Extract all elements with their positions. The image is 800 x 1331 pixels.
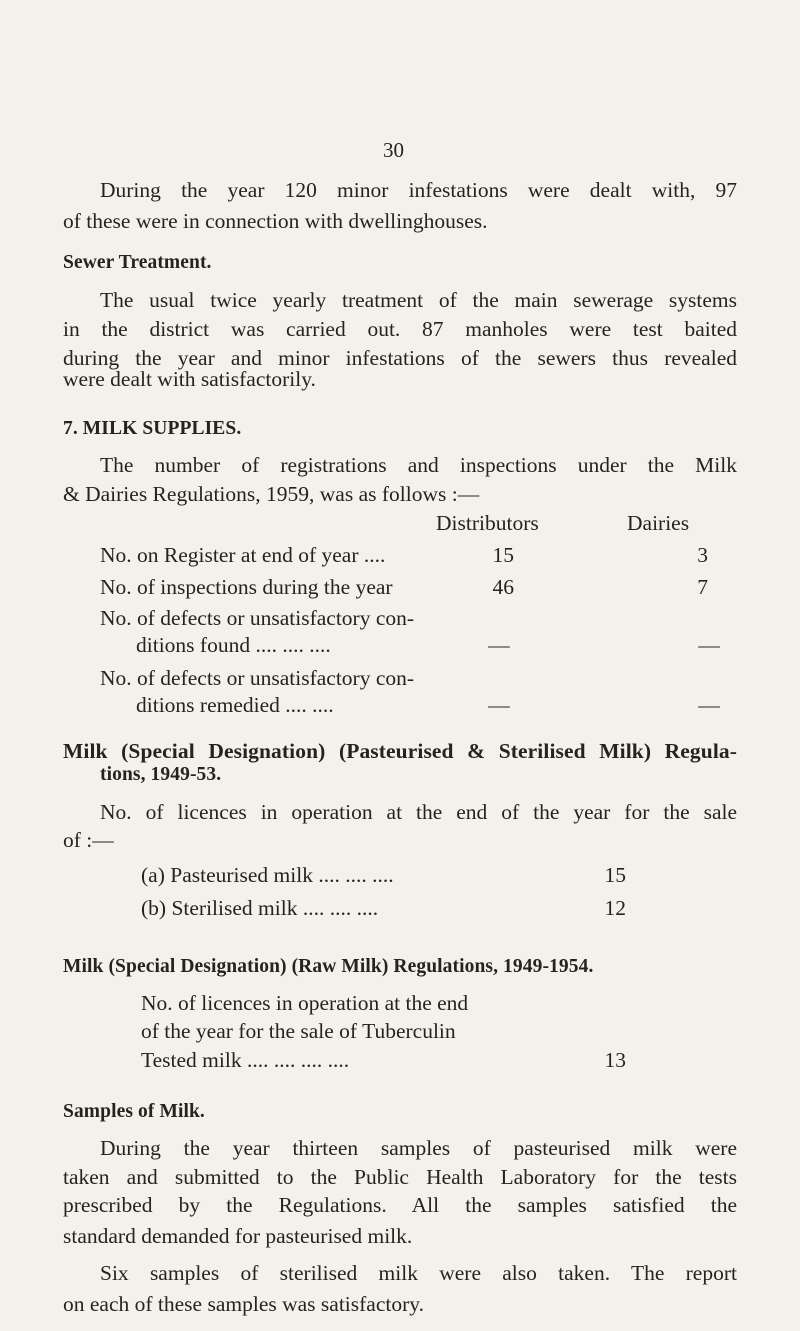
- licence-item-label: (b) Sterilised milk .... .... ....: [141, 896, 379, 920]
- table-cell-dairies: —: [698, 693, 720, 717]
- table-cell-distributors: —: [488, 633, 510, 657]
- table-cell-dairies: 7: [697, 575, 708, 599]
- pasteurised-intro-line: of :—: [63, 828, 114, 852]
- milk-supplies-heading: 7. MILK SUPPLIES.: [63, 418, 242, 439]
- raw-milk-heading: Milk (Special Designation) (Raw Milk) Regulations, 1949-1954.: [63, 956, 594, 977]
- samples-paragraph-line: prescribed by the Regulations. All the samples satisfied the: [63, 1193, 737, 1217]
- sewer-paragraph-line: during the year and minor infestations of the sewers thus revealed: [63, 346, 737, 370]
- raw-milk-line: No. of licences in operation at the end: [141, 991, 469, 1015]
- col-header-distributors: Distributors: [436, 511, 539, 535]
- pasteurised-heading: Milk (Special Designation) (Pasteurised & Sterilised Milk) Regula-: [63, 739, 737, 763]
- page-number: 30: [383, 138, 404, 162]
- milk-supplies-intro-line: The number of registrations and inspections under the Milk: [100, 453, 737, 477]
- licence-item-value: 15: [604, 863, 626, 887]
- samples-heading: Samples of Milk.: [63, 1101, 205, 1122]
- raw-milk-line: of the year for the sale of Tuberculin: [141, 1019, 456, 1043]
- samples-paragraph-line: Six samples of sterilised milk were also taken. The report: [100, 1261, 737, 1285]
- raw-milk-line: Tested milk .... .... .... ....: [141, 1048, 350, 1072]
- table-row-label: No. of defects or unsatisfactory con-: [100, 606, 415, 630]
- sewer-paragraph-line: The usual twice yearly treatment of the main sewerage systems: [100, 288, 737, 312]
- sewer-treatment-heading: Sewer Treatment.: [63, 252, 212, 273]
- samples-paragraph-line: During the year thirteen samples of pasteurised milk were: [100, 1136, 737, 1160]
- licence-item-value: 12: [604, 896, 626, 920]
- table-row-label: No. on Register at end of year ....: [100, 543, 386, 567]
- milk-supplies-intro-line: & Dairies Regulations, 1959, was as follows :—: [63, 482, 480, 506]
- pasteurised-intro-line: No. of licences in operation at the end of the year for the sale: [100, 800, 737, 824]
- sewer-paragraph-line: were dealt with satisfactorily.: [63, 367, 316, 391]
- licence-item-label: (a) Pasteurised milk .... .... ....: [141, 863, 394, 887]
- pasteurised-heading-continued: tions, 1949-53.: [100, 764, 222, 785]
- table-cell-dairies: 3: [697, 543, 708, 567]
- samples-paragraph-line: taken and submitted to the Public Health Laboratory for the tests: [63, 1165, 737, 1189]
- table-cell-dairies: —: [698, 633, 720, 657]
- table-cell-distributors: —: [488, 693, 510, 717]
- intro-line: of these were in connection with dwellinghouses.: [63, 209, 488, 233]
- samples-paragraph-line: on each of these samples was satisfactory.: [63, 1292, 424, 1316]
- table-row-label-continued: ditions remedied .... ....: [136, 693, 334, 717]
- table-row-label: No. of inspections during the year: [100, 575, 393, 599]
- table-cell-distributors: 46: [492, 575, 514, 599]
- table-cell-distributors: 15: [492, 543, 514, 567]
- raw-milk-value: 13: [604, 1048, 626, 1072]
- sewer-paragraph-line: in the district was carried out. 87 manholes were test baited: [63, 317, 737, 341]
- col-header-dairies: Dairies: [627, 511, 690, 535]
- intro-line: During the year 120 minor infestations were dealt with, 97: [100, 178, 737, 202]
- table-row-label: No. of defects or unsatisfactory con-: [100, 666, 415, 690]
- table-row-label-continued: ditions found .... .... ....: [136, 633, 331, 657]
- samples-paragraph-line: standard demanded for pasteurised milk.: [63, 1224, 413, 1248]
